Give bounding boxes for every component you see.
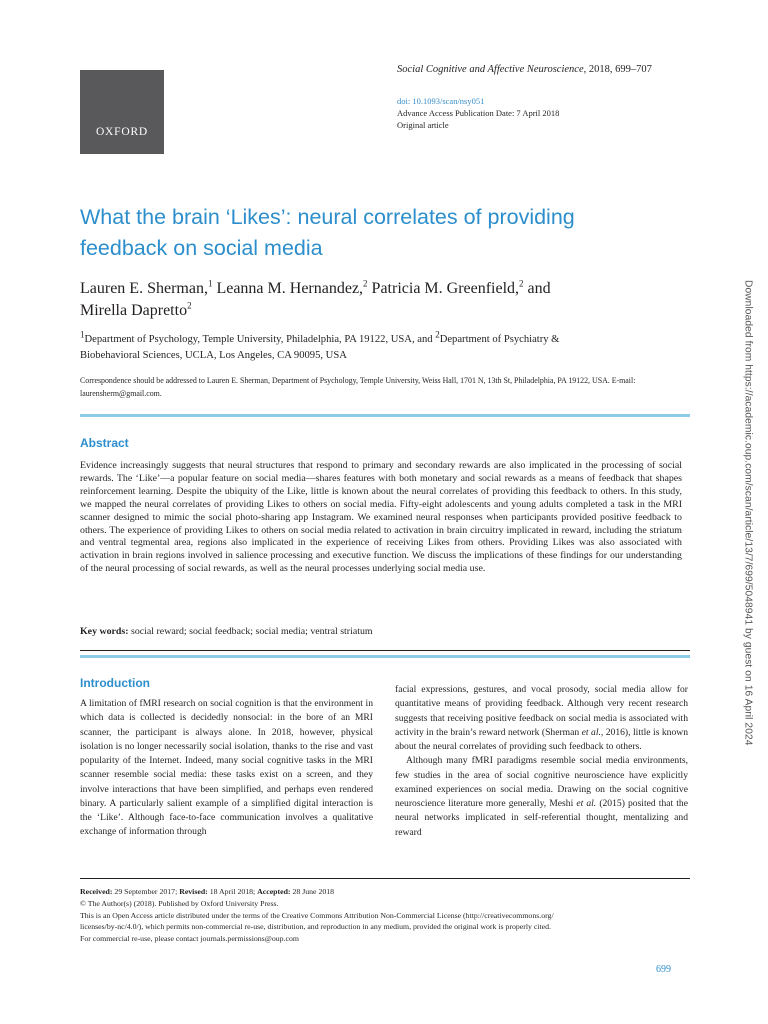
article-type: Original article [397,120,449,130]
intro-p2-text-a: Although many fMRI paradigms resemble social media environments, few studies in the area of social cognitive neuroscience have explicitly examined experiences on social media. Drawing on the social cognitive neuroscience literature more generally, Meshi [395,755,688,809]
accepted-date: 28 June 2018 [290,887,335,896]
article-title [80,202,680,264]
abstract-body: Evidence increasingly suggests that neural structures that respond to primary and secondary rewards are also implicated in the processing of social rewards. The ‘Like’—a popular feature on social media—shares features with both monetary and social rewards as a means of feedback that shapes reinforcement learning. Despite the ubiquity of the Like, little is known about the neural correlates of providing this feedback to others. In this study, we mapped the neural correlates of providing Likes to others on social media. Fifty-eight adolescents and young adults completed a task in the MRI scanner designed to mimic the social photo-sharing app Instagram. We examined neural responses when participants provided positive feedback to others. The experience of providing Likes to others on social media related to activation in brain circuitry implicated in reward, including the striatum and ventral tegmental area, regions also implicated in the experience of receiving Likes from others. Providing Likes was also associated with activation in brain regions involved in salience processing and executive function. We discuss the implications of these findings for our understanding of the neural processing of social rewards, as well as the neural processes underlying social media use. [80,460,682,575]
title-line-1: What the brain ‘Likes’: neural correlates of providing [80,205,575,229]
copyright-line: © The Author(s) (2018). Published by Oxford University Press. [80,898,279,908]
intro-paragraph-1-cont [395,683,688,754]
download-watermark [738,280,758,750]
keywords-label: Key words: [80,626,129,637]
received-date: 29 September 2017; [112,887,180,896]
affil-text-1: Department of Psychology, Temple University, Philadelphia, PA 19122, USA, and [84,334,436,345]
affiliations [80,329,690,364]
footer-rule [80,878,690,879]
title-line-2: feedback on social media [80,236,323,260]
license-line-3: For commercial re-use, please contact journals.permissions@oup.com [80,934,299,944]
page-number: 699 [656,964,671,975]
revised-label: Revised: [179,887,208,896]
doi-link[interactable]: doi: 10.1093/scan/nsy051 [397,96,485,106]
publisher-logo-text: OXFORD [95,126,149,138]
keywords [80,626,682,637]
accepted-label: Accepted: [257,887,291,896]
abstract-bottom-rule-blue [80,655,690,658]
publication-date: Advance Access Publication Date: 7 April 2018 [397,108,560,118]
history-dates [80,886,690,898]
author-list [80,278,680,322]
affil-marker-1: 1 [80,329,85,340]
abstract-top-rule [80,414,690,417]
intro-paragraph-1: A limitation of fMRI research on social cognition is that the environment in which data is collected is decidedly nonsocial: in the bore of an MRI scanner, the participant is always alone. In 2018, however, physical isolation is no longer necessarily social isolation, thanks to the rise and vast popularity of the Internet. Indeed, many social cognitive tasks in the MRI scanner resemble social media: these tasks exist on a screen, and they involve interactions that have been simplified, and perhaps even rendered binary. A particularly salient example of a simplified digital interaction is the ‘Like’. Although face-to-face communication involves a qualitative exchange of information through [80,698,373,838]
author-greenfield-affil: 2 [519,278,524,289]
received-label: Received: [80,887,113,896]
abstract-bottom-rule [80,650,690,651]
intro-p1-etal: et al. [581,726,601,738]
author-dapretto: Mirella Dapretto [80,302,188,319]
intro-p1-text-a: facial expressions, gestures, and vocal prosody, social media allow for quantitative means of providing feedback. Although very recent research suggests that receiving positive feedback on social media is associated with activity in the brain’s reward network (Sherman [395,684,688,738]
affil-marker-2: 2 [435,329,440,340]
affil-line-2: Biobehavioral Sciences, UCLA, Los Angeles, CA 90095, USA [80,350,347,361]
author-greenfield: Patricia M. Greenfield, [367,280,520,297]
correspondence-note: Correspondence should be addressed to Lauren E. Sherman, Department of Psychology, Temple University, Weiss Hall, 1701 N, 13th St, Philadelphia, PA 19122, USA. E-mail: laurensherm@gmail.com. [80,376,636,398]
intro-paragraph-2 [395,754,688,840]
intro-p2-etal: et al. [576,798,597,809]
intro-left-column [80,697,373,840]
journal-name: Social Cognitive and Affective Neuroscience [397,64,584,75]
intro-p1-text-b: , 2016), little is known about the neural correlates of providing such feedback to others. [395,726,688,752]
license-line-1: This is an Open Access article distributed under the terms of the Creative Commons Attribution Non-Commercial License (http://creativecommons.org/ [80,910,554,920]
author-hernandez: Leanna M. Hernandez, [212,280,364,297]
author-sherman: Lauren E. Sherman, [80,280,208,297]
introduction-heading: Introduction [80,676,150,690]
author-dapretto-affil: 2 [187,300,192,311]
abstract-heading: Abstract [80,436,129,450]
author-hernandez-affil: 2 [363,278,368,289]
affil-text-2: Department of Psychiatry & [439,334,560,345]
article-footer [80,886,690,945]
author-and: and [523,280,551,297]
author-sherman-affil: 1 [207,278,213,289]
download-watermark-text: Downloaded from https://academic.oup.com/scan/article/13/7/699/5048941 by guest on 16 April 2024 [742,280,754,746]
revised-date: 18 April 2018; [207,887,258,896]
intro-right-column [395,683,688,840]
publisher-logo [80,70,164,154]
journal-citation [397,64,652,75]
keywords-list: social reward; social feedback; social media; ventral striatum [128,626,373,637]
journal-year-pages: , 2018, 699–707 [583,64,652,75]
intro-p2-text-b: (2015) posited that the neural networks implicated in self-referential thought, mentalizing and reward [395,798,688,838]
license-line-2: licenses/by-nc/4.0/), which permits non-commercial re-use, distribution, and reproduction in any medium, provided the original work is properly cited. [80,922,551,932]
